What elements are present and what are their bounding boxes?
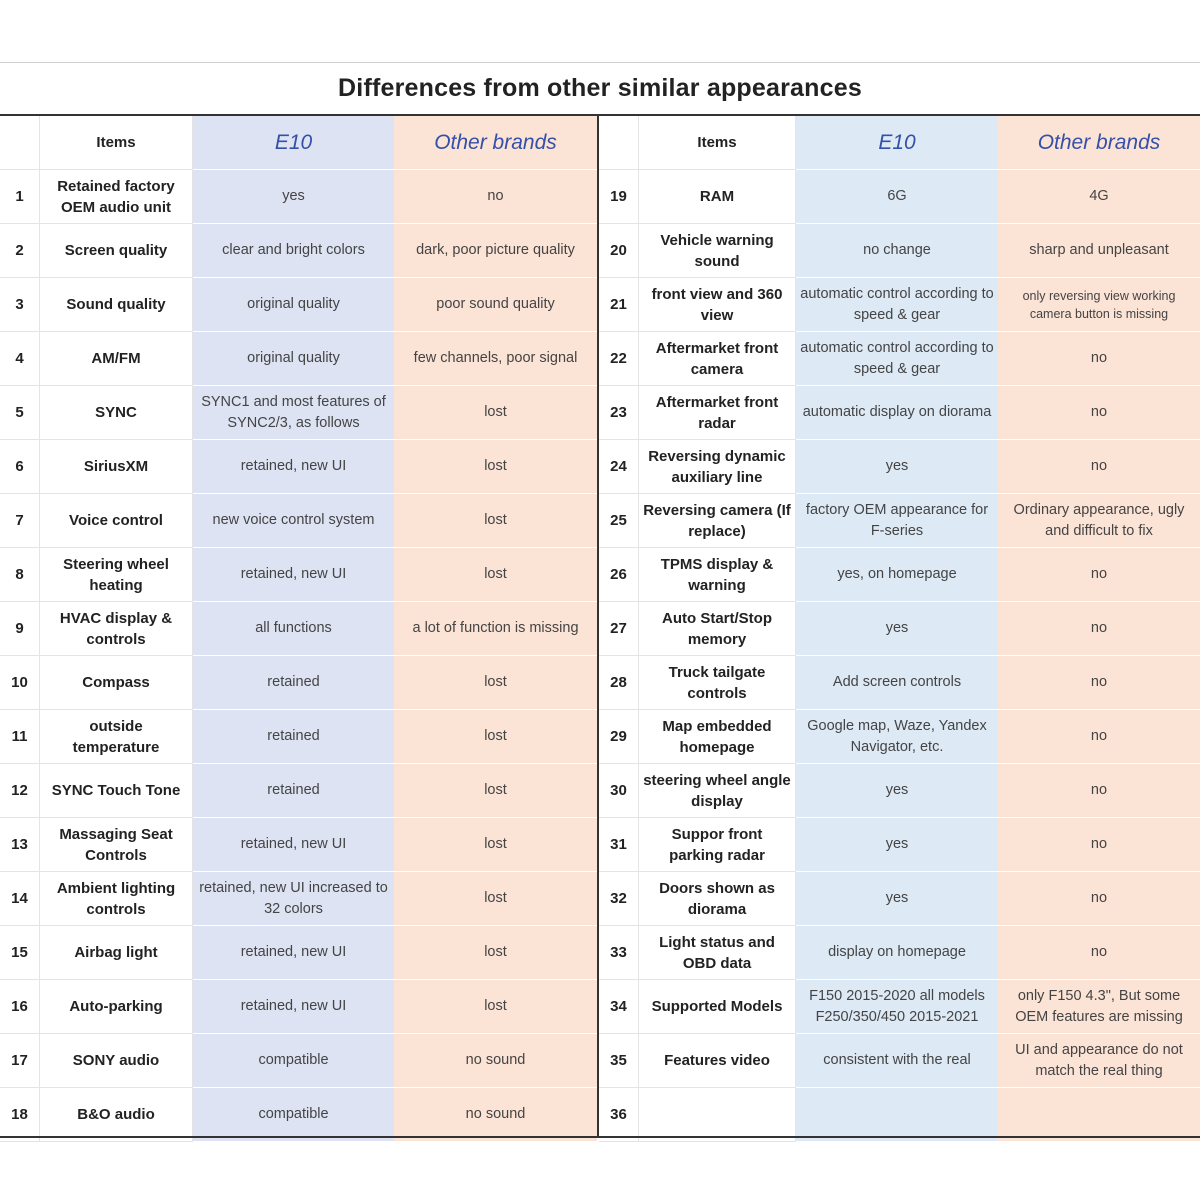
row-other-brands-value: 4G bbox=[998, 170, 1200, 224]
row-other-brands-value: lost bbox=[394, 494, 597, 548]
header-items: Items bbox=[40, 116, 193, 170]
row-e10-value: yes bbox=[796, 872, 998, 926]
row-item: RAM bbox=[639, 170, 796, 224]
row-number: 30 bbox=[599, 764, 639, 818]
table-row bbox=[0, 440, 597, 494]
row-e10-value: yes bbox=[796, 818, 998, 872]
row-number: 24 bbox=[599, 440, 639, 494]
table-row bbox=[599, 764, 1200, 818]
row-number: 18 bbox=[0, 1088, 40, 1142]
row-other-brands-value: lost bbox=[394, 872, 597, 926]
header-row bbox=[0, 116, 597, 170]
row-e10-value: automatic control according to speed & gear bbox=[796, 278, 998, 332]
row-number: 31 bbox=[599, 818, 639, 872]
table-row bbox=[599, 548, 1200, 602]
table-row bbox=[599, 386, 1200, 440]
header-number-cell bbox=[0, 116, 40, 170]
table-row bbox=[0, 494, 597, 548]
table-row bbox=[0, 386, 597, 440]
row-other-brands-value: only reversing view working camera button is missing bbox=[998, 278, 1200, 332]
row-e10-value: all functions bbox=[193, 602, 394, 656]
row-item: AM/FM bbox=[40, 332, 193, 386]
row-other-brands-value bbox=[998, 1088, 1200, 1142]
row-number: 15 bbox=[0, 926, 40, 980]
row-e10-value: retained, new UI bbox=[193, 980, 394, 1034]
row-e10-value: retained bbox=[193, 710, 394, 764]
row-item bbox=[639, 1088, 796, 1142]
row-number: 26 bbox=[599, 548, 639, 602]
row-number: 10 bbox=[0, 656, 40, 710]
table-row bbox=[599, 656, 1200, 710]
row-item: steering wheel angle display bbox=[639, 764, 796, 818]
row-number: 29 bbox=[599, 710, 639, 764]
table-row bbox=[599, 170, 1200, 224]
table-row bbox=[0, 926, 597, 980]
row-e10-value: yes bbox=[796, 440, 998, 494]
row-e10-value: automatic display on diorama bbox=[796, 386, 998, 440]
header-row bbox=[599, 116, 1200, 170]
row-number: 16 bbox=[0, 980, 40, 1034]
row-e10-value: original quality bbox=[193, 332, 394, 386]
row-number: 36 bbox=[599, 1088, 639, 1142]
row-e10-value: no change bbox=[796, 224, 998, 278]
row-e10-value: retained, new UI increased to 32 colors bbox=[193, 872, 394, 926]
left-table bbox=[0, 116, 597, 1137]
row-item: Auto-parking bbox=[40, 980, 193, 1034]
table-row bbox=[599, 818, 1200, 872]
row-other-brands-value: no sound bbox=[394, 1088, 597, 1142]
row-e10-value: retained, new UI bbox=[193, 926, 394, 980]
table-row bbox=[0, 1034, 597, 1088]
table-row bbox=[0, 764, 597, 818]
table-row bbox=[0, 332, 597, 386]
table-bottom-border bbox=[0, 1136, 1200, 1138]
row-other-brands-value: sharp and unpleasant bbox=[998, 224, 1200, 278]
row-number: 9 bbox=[0, 602, 40, 656]
table-row bbox=[599, 980, 1200, 1034]
row-item: Aftermarket front radar bbox=[639, 386, 796, 440]
row-item: Truck tailgate controls bbox=[639, 656, 796, 710]
row-e10-value: yes bbox=[796, 764, 998, 818]
row-number: 5 bbox=[0, 386, 40, 440]
row-item: Suppor front parking radar bbox=[639, 818, 796, 872]
row-item: SYNC Touch Tone bbox=[40, 764, 193, 818]
row-number: 25 bbox=[599, 494, 639, 548]
row-item: Reversing camera (If replace) bbox=[639, 494, 796, 548]
row-e10-value: new voice control system bbox=[193, 494, 394, 548]
table-row bbox=[599, 926, 1200, 980]
row-number: 34 bbox=[599, 980, 639, 1034]
row-other-brands-value: only F150 4.3", But some OEM features are missing bbox=[998, 980, 1200, 1034]
row-e10-value: 6G bbox=[796, 170, 998, 224]
header-e10: E10 bbox=[796, 116, 998, 170]
table-row bbox=[0, 170, 597, 224]
table-title-bar bbox=[0, 63, 1200, 116]
row-other-brands-value: no bbox=[998, 710, 1200, 764]
row-other-brands-value: no bbox=[998, 818, 1200, 872]
row-e10-value: yes, on homepage bbox=[796, 548, 998, 602]
row-number: 33 bbox=[599, 926, 639, 980]
row-item: HVAC display & controls bbox=[40, 602, 193, 656]
row-number: 23 bbox=[599, 386, 639, 440]
row-item: Light status and OBD data bbox=[639, 926, 796, 980]
row-number: 28 bbox=[599, 656, 639, 710]
row-other-brands-value: Ordinary appearance, ugly and difficult to fix bbox=[998, 494, 1200, 548]
row-e10-value: retained, new UI bbox=[193, 818, 394, 872]
row-item: Screen quality bbox=[40, 224, 193, 278]
row-number: 27 bbox=[599, 602, 639, 656]
row-number: 17 bbox=[0, 1034, 40, 1088]
row-number: 22 bbox=[599, 332, 639, 386]
table-row bbox=[599, 602, 1200, 656]
row-e10-value: compatible bbox=[193, 1034, 394, 1088]
row-number: 2 bbox=[0, 224, 40, 278]
table-row bbox=[599, 494, 1200, 548]
row-e10-value: F150 2015-2020 all models F250/350/450 2015-2021 bbox=[796, 980, 998, 1034]
table-row bbox=[599, 1088, 1200, 1142]
row-e10-value: factory OEM appearance for F-series bbox=[796, 494, 998, 548]
row-e10-value: Google map, Waze, Yandex Navigator, etc. bbox=[796, 710, 998, 764]
table-row bbox=[0, 710, 597, 764]
header-other-brands: Other brands bbox=[394, 116, 597, 170]
row-other-brands-value: lost bbox=[394, 440, 597, 494]
row-item: TPMS display & warning bbox=[639, 548, 796, 602]
row-item: Retained factory OEM audio unit bbox=[40, 170, 193, 224]
header-number-cell bbox=[599, 116, 639, 170]
row-item: Steering wheel heating bbox=[40, 548, 193, 602]
row-number: 4 bbox=[0, 332, 40, 386]
row-other-brands-value: lost bbox=[394, 926, 597, 980]
row-item: outside temperature bbox=[40, 710, 193, 764]
table-title: Differences from other similar appearances bbox=[338, 74, 862, 102]
row-item: Features video bbox=[639, 1034, 796, 1088]
row-other-brands-value: no bbox=[998, 440, 1200, 494]
row-other-brands-value: lost bbox=[394, 764, 597, 818]
row-e10-value: yes bbox=[193, 170, 394, 224]
row-item: Compass bbox=[40, 656, 193, 710]
row-e10-value: Add screen controls bbox=[796, 656, 998, 710]
row-number: 7 bbox=[0, 494, 40, 548]
row-other-brands-value: no bbox=[998, 386, 1200, 440]
row-other-brands-value: lost bbox=[394, 818, 597, 872]
table-row bbox=[0, 1088, 597, 1142]
row-other-brands-value: no bbox=[998, 872, 1200, 926]
row-other-brands-value: no bbox=[998, 602, 1200, 656]
row-number: 21 bbox=[599, 278, 639, 332]
row-other-brands-value: lost bbox=[394, 386, 597, 440]
row-e10-value: retained, new UI bbox=[193, 440, 394, 494]
row-item: Aftermarket front camera bbox=[639, 332, 796, 386]
table-row bbox=[599, 1034, 1200, 1088]
header-other-brands: Other brands bbox=[998, 116, 1200, 170]
row-other-brands-value: no bbox=[998, 656, 1200, 710]
row-e10-value: retained bbox=[193, 764, 394, 818]
row-other-brands-value: lost bbox=[394, 548, 597, 602]
row-other-brands-value: no bbox=[998, 926, 1200, 980]
row-item: B&O audio bbox=[40, 1088, 193, 1142]
row-item: SYNC bbox=[40, 386, 193, 440]
row-number: 11 bbox=[0, 710, 40, 764]
table-row bbox=[599, 440, 1200, 494]
row-e10-value: compatible bbox=[193, 1088, 394, 1142]
row-item: Voice control bbox=[40, 494, 193, 548]
row-other-brands-value: lost bbox=[394, 980, 597, 1034]
row-item: Ambient lighting controls bbox=[40, 872, 193, 926]
row-e10-value: automatic control according to speed & gear bbox=[796, 332, 998, 386]
row-item: Map embedded homepage bbox=[639, 710, 796, 764]
row-other-brands-value: UI and appearance do not match the real thing bbox=[998, 1034, 1200, 1088]
row-e10-value: yes bbox=[796, 602, 998, 656]
row-other-brands-value: a lot of function is missing bbox=[394, 602, 597, 656]
table-row bbox=[0, 818, 597, 872]
row-number: 1 bbox=[0, 170, 40, 224]
row-item: Supported Models bbox=[639, 980, 796, 1034]
row-e10-value: display on homepage bbox=[796, 926, 998, 980]
row-other-brands-value: lost bbox=[394, 710, 597, 764]
row-item: SiriusXM bbox=[40, 440, 193, 494]
table-row bbox=[599, 278, 1200, 332]
row-item: Massaging Seat Controls bbox=[40, 818, 193, 872]
row-number: 12 bbox=[0, 764, 40, 818]
table-row bbox=[599, 332, 1200, 386]
row-other-brands-value: no bbox=[998, 764, 1200, 818]
row-item: front view and 360 view bbox=[639, 278, 796, 332]
table-row bbox=[599, 224, 1200, 278]
table-row bbox=[0, 980, 597, 1034]
row-other-brands-value: poor sound quality bbox=[394, 278, 597, 332]
right-table bbox=[599, 116, 1200, 1137]
row-e10-value: SYNC1 and most features of SYNC2/3, as follows bbox=[193, 386, 394, 440]
row-number: 8 bbox=[0, 548, 40, 602]
row-item: Airbag light bbox=[40, 926, 193, 980]
row-number: 3 bbox=[0, 278, 40, 332]
row-item: Auto Start/Stop memory bbox=[639, 602, 796, 656]
row-e10-value: retained bbox=[193, 656, 394, 710]
table-row bbox=[0, 872, 597, 926]
row-e10-value: original quality bbox=[193, 278, 394, 332]
row-number: 19 bbox=[599, 170, 639, 224]
row-other-brands-value: few channels, poor signal bbox=[394, 332, 597, 386]
row-number: 20 bbox=[599, 224, 639, 278]
row-other-brands-value: lost bbox=[394, 656, 597, 710]
header-e10: E10 bbox=[193, 116, 394, 170]
header-items: Items bbox=[639, 116, 796, 170]
row-other-brands-value: no bbox=[998, 332, 1200, 386]
row-item: Doors shown as diorama bbox=[639, 872, 796, 926]
row-other-brands-value: dark, poor picture quality bbox=[394, 224, 597, 278]
table-row bbox=[0, 278, 597, 332]
row-other-brands-value: no bbox=[998, 548, 1200, 602]
row-item: Sound quality bbox=[40, 278, 193, 332]
row-number: 14 bbox=[0, 872, 40, 926]
row-number: 13 bbox=[0, 818, 40, 872]
row-other-brands-value: no bbox=[394, 170, 597, 224]
row-number: 6 bbox=[0, 440, 40, 494]
table-row bbox=[599, 710, 1200, 764]
row-e10-value: clear and bright colors bbox=[193, 224, 394, 278]
row-e10-value: retained, new UI bbox=[193, 548, 394, 602]
row-other-brands-value: no sound bbox=[394, 1034, 597, 1088]
row-item: SONY audio bbox=[40, 1034, 193, 1088]
table-row bbox=[0, 602, 597, 656]
table-row bbox=[0, 656, 597, 710]
row-number: 35 bbox=[599, 1034, 639, 1088]
row-item: Vehicle warning sound bbox=[639, 224, 796, 278]
row-number: 32 bbox=[599, 872, 639, 926]
row-item: Reversing dynamic auxiliary line bbox=[639, 440, 796, 494]
table-row bbox=[0, 548, 597, 602]
table-row bbox=[0, 224, 597, 278]
row-e10-value: consistent with the real bbox=[796, 1034, 998, 1088]
table-row bbox=[599, 872, 1200, 926]
row-e10-value bbox=[796, 1088, 998, 1142]
